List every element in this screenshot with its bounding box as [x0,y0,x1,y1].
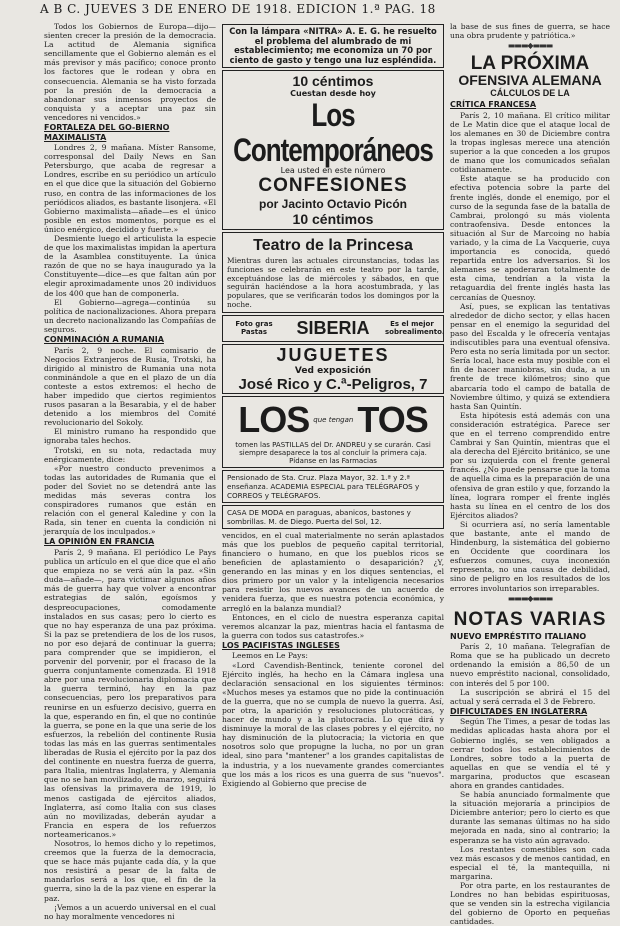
juguetes-shop: José Rico y C.ª-Peligros, 7 [238,375,428,393]
paragraph: Se había anunciado formalmente que la situación mejoraría a principios de Diciembre anterior; pero lo cierto es que durante las semanas últimas no ha sido mejorada en nada, sino al contrario; la esperanza se ha visto aún agravado. [450,790,610,845]
los-word: LOS [238,398,310,440]
paragraph: Si ocurriera así, no sería lamentable que bastante, ante el mando de Hindenburg, la sistemática del gobierno en Occidente que coordinara los esfuerzos comunes, cuya inconexión representa, no una causa de debilidad, sino de peligro en los resultados de los errores involuntarios son irreparables. [450,519,610,593]
divider-ornament: ▬▬▬◆▬▬▬ [507,41,553,51]
headline-ofensiva: OFENSIVA ALEMANA [458,72,602,89]
headline-calculos: CÁLCULOS DE LA [490,88,570,99]
advert-subline: Cuestan desde hoy [290,89,376,98]
advert-pastillas-andreu [222,396,444,468]
paragraph: Entonces, en el ciclo de nuestra esperanza capital veremos alcanzar la paz, mientras hacia el fantasma de la guerra con todos sus catastrofes.» [222,612,444,640]
column-middle [222,22,444,852]
paragraph: Trotski, en su nota, redactada muy enérgicamente, dice: [44,445,216,464]
advert-price: 10 céntimos [292,73,374,89]
advert-contemporaneos [222,70,444,230]
los-middle: que tengan [313,415,354,424]
paragraph: Los restantes comestibles son cada vez más escasos y de menos cantidad, en especial el té, la mantequilla, ni margarina. [450,844,610,881]
paragraph: Esta hipótesis está además con una consideración estratégica. Parece ser que en el terreno comprendido entre Cambrai y San Quintín, mientras que el ala derecha del Ejército británico, se une por su izquierda con el frente general francés. ¿No puede pensarse que la toma de aquella cima es la preparación de una ofensiva de gran estilo y que, forzando la línea, lograra romper el frente inglés hasta su línea en el centro de los dos Ejércitos aliados? [450,410,610,520]
theatre-title: Teatro de la Princesa [253,237,413,254]
paragraph: «Por nuestro conducto prevenimos a todas las autoridades de Rumania que el poder del Soviet no se detendrá ante las medidas más severas contra los conspiradores rumanos que están en relación con el general Kaledine y con la Rada, sin tener en cuenta la condición ni jerarquía de los inculpados.» [44,463,216,537]
paragraph: Londres 2, 9 mañana. Míster Ransome, corresponsal del Daily News en San Petersburgo, que acaba de regresar a Londres, escribe en su periódico un artículo en el que dice que la situación del Gobierno ruso, en contra de las informaciones de los periódicos aliados, es bastante lisonjera. «El Gobierno maximalista—añade—es el único posible en estos momentos, porque es el único enérgico, decidido y fuerte.» [44,143,216,234]
advert-title: Los Contemporáneos [233,95,433,169]
section-heading-dificultades: DIFICULTADES EN INGLATERRA [450,706,588,716]
advert-nitra-lamp: Con la lámpara «NITRA» A. E. G. he resuelto el problema del alumbrado de mi establecimiento; me economiza un 70 por ciento de gasto y tengo una luz espléndida. [222,24,444,68]
paragraph: la base de sus fines de guerra, se hace una obra prudente y patriótica.» [450,22,610,41]
paragraph: Nosotros, lo hemos dicho y lo repetimos, creemos que la fuerza de la democracia, que se hace más pujante cada día, y la que nos resistirá a pesar de la falta de mandarlos será a los que, el fin de la guerra, sino la de la paz viene en esperar la paz. [44,838,216,903]
divider-ornament: ▬▬▬◆▬▬▬ [507,593,553,603]
paragraph: La suscripción se abrirá el 15 del actual y será cerrada el 3 de Febrero. [450,687,610,706]
siberia-brand: SIBERIA [296,317,370,338]
headline-notas-varias: NOTAS VARIAS [453,608,607,630]
juguetes-title: JUGUETES [276,344,390,365]
paragraph: El Gobierno—agrega—continúa su política de nacionalizaciones. Ahora prepara un decreto nacionalizando las Compañías de seguros. [44,297,216,334]
paragraph: «Lord Cavendish-Bentinck, teniente coronel del Ejército inglés, ha hecho en la Cámara inglesa una declaración sensacional en los siguientes términos: «Muchos meses ya estamos que no pide la continuación de la guerra, que no se cumpla de nuevo la guerra. Así, por otra, la aparición y resoluciones plutocráticas, y hacer de mundo y a la plutocracia. Lo que dirá y disminuye la moral de las clases pobres y el ejército, no hay disminución de la plutocracia; la victoria en que nosotros solo que propugne la lucha, no por un gran ideal, sino para "mantener" a los grandes capitalistas de la industria, y a los nuevamente grandes comerciantes que los más a los ricos es una guerra de sus "nuevos". Exigiendo al Gobierno que precise de [222,660,444,788]
advert-author: por Jacinto Octavio Picón [258,197,408,211]
advert-price-bottom: 10 céntimos [292,211,374,227]
advert-teatro-princesa [222,232,444,313]
pastillas-body: tomen las PASTILLAS del Dr. ANDREU y se curarán. Casi siempre desaparece la tos al concluir la primera caja. Pídanse en las Farmacias [235,440,431,465]
section-heading-emprestito: NUEVO EMPRÉSTITO ITALIANO [450,631,587,641]
paragraph: Según The Times, a pesar de todas las medidas aplicadas hasta ahora por el Gobierno inglés, se ven obligados a cerrar todos los establecimientos de Londres, sobre todo a la puerta de aquellas en que se vendía el té y margarina, productos que escasean ahora en grandes cantidades. [450,717,610,790]
section-heading-fortaleza: FORTALEZA DEL GO-BIERNO MAXIMALISTA [44,123,170,142]
paragraph: Leemos en Le Pays: [232,651,308,661]
paragraph: Así, pues, se explican las tentativas alrededor de dicho sector, y ellas hacen pensar en el enemigo la seguridad del paso del Escalda y le ofrecería ventajas indiscutibles para una eventual ofensiva. Pero esta no sería limitada por un sector. Sería local, hace esta muy posible con el fin de hacer maniobras, sin duda, a un frente de trece kilómetros; sino que abarcaría todo el campo de batalla de Noviembre último, y quizá se extendiera hasta San Quintín. [450,301,610,411]
section-heading-critica: CRÍTICA FRANCESA [450,100,537,110]
paragraph: ¡Vemos a un acuerdo universal en el cual no hay moralmente vencedores ni [44,902,216,921]
siberia-right: Es el mejor sobrealimento. [384,320,445,337]
paragraph: París 2, 10 mañana. El crítico militar de Le Matin dice que el ataque local de los alemanes en 30 de Diciembre contra la tropas inglesas merece una atención superior a la que conceden a los grupos de mano que los comunicados señalan cotidianamente. [450,110,610,175]
page-masthead: A B C. JUEVES 3 DE ENERO DE 1918. EDICION 1.ª PAG. 18 [40,2,436,16]
section-heading-conminacion: CONMINACIÓN A RUMANIA [44,335,164,344]
paragraph: El ministro rumano ha respondido que ignoraba tales hechos. [44,427,216,446]
tos-word: TOS [357,398,428,440]
paragraph: París 2, 9 noche. El comisario de Negocios Extranjeros de Rusia, Trotski, ha dirigido al ministro de Rumania una nota conminándole a que en el plazo de un día conteste a estos extremos: el hecho de haber impedido que ciertos regimientos rusos pasaran a la Besarabia, y el de haber detenido a los miembros del Comité revolucionario del Sokoly. [44,345,216,428]
paragraph: vencidos, en el cual materialmente no serán aplastados más que los pueblos de pequeño capital territorial, financiero o humano, en que los pueblos ricos se beneficien de aplastamiento o desaparición? ¿Y, generando en las minas y en los diques sentencias, el dios primero por un valor y la inteligencia necesarios para resistir los nuevos avances de un acuerdo de venidera fuerza, que es nuestra potencia económica, y arregló en la balanza mundial? [222,530,444,613]
section-heading-pacifistas: LOS PACIFISTAS INGLESES [222,640,340,650]
advert-siberia [222,315,444,342]
siberia-left: Foto gras Pastas [235,320,273,337]
intro-paragraph: Todos los Gobiernos de Europa—dijo—sienten crecer la presión de la democracia. La actitud de Alemania significa sencillamente que el Gobierno alemán es el más previsor y más pacífico; conoce pronto los factores que le rodean y obra en consecuencia. Alemania se ha visto forzada por la presión de la democracia a abandonar sus inmensos proyectos de conquista y a aceptar una paz sin vencedores ni vencidos.» [44,22,216,122]
paragraph: París 2, 9 mañana. El periódico Le Pays publica un artículo en el que dice que el año que empieza no se verá aún la paz. «Sin duda—añade—, para victimar algunos años más de guerra hay que volver a encontrar estrategias de salón, egoísmos y despreocupaciones, comodamente instalados en sus casas; pero lo cierto es que no hay esperanza de una paz próxima. Si la paz se pretendiera de los de los rusos, no por eso dejará de continuar la guerra; para comprender que se impidieron, el porvenir del porvenir, por el fracaso de la guerra conjuntamente comenzada. El 1918 abre por una revolucionaria diplomacia que la guerra terminó, hay en la paz consecuencias, pero los preparativos para reunirse en un esfuerzo decisivo, guerra en la que, esperando en fin, el que no continúe la guerra, se pone en la que una serie de los esfuerzos, la rebelión del continente Rusia todas las más en las guerras sentimentales liberadas de Rusia el ejército por la paz dos del continente en nuestra fuerza de guerra, para Italia, mientras Inglaterra, y Alemania que no se han movilizado, de marzo, seguirá las ofensivas la primavera de 1919, lo menos castigada de ejércitos aliados, Inglaterra, así como Italia con sus clases aún no movilizadas, deberán ayudar a Francia en espera de los refuerzos norteamericanos.» [44,547,216,839]
column-left [44,22,216,921]
theatre-body: Mientras duren las actuales circunstancias, todas las funciones se celebrarán en este teatro por la tarde, exceptuándose las de miércoles y sábados, en que seguirán haciéndose a la hora acostumbrada, y las populares, que se verificarán todos los domingos por la noche. [227,256,439,309]
paragraph: Este ataque se ha producido con efectiva potencia sobre la parte del frente inglés, donde el enemigo, por el curso de la segunda fase de la batalla de Cambrai, prolongó su más violenta contraofensiva. Desde entonces la situación al Sur de Marcoing no había variado, y la cima de La Vacquerie, cuya importancia es conocida, quedó repartida entre los adversarios. Si los alemanes se apoderaran totalmente de esta cima, tendrían a la vista la retaguardia del frente inglés hasta las cercanías de Quesnoy. [450,174,610,302]
advert-lead: Lea usted en este número [280,166,386,175]
section-heading-opinion: LA OPINIÓN EN FRANCIA [44,537,155,547]
advert-pensionado: Pensionado de Sta. Cruz. Plaza Mayor, 32. 1.ª y 2.ª enseñanza. ACADEMIA ESPECIAL para TELÉGRAFOS y CORREOS y TELÉGRAFOS. [222,470,444,503]
advert-juguetes [222,344,444,394]
paragraph: Por otra parte, en los restaurantes de Londres no han bebidas espirituosas, que se venden sin la estrecha vigilancia del gobierno de Oporto en pequeñas cantidades. [450,881,610,926]
paragraph: París 2, 10 mañana. Telegrafían de Roma que se ha publicado un decreto ordenando la emisión a 86,50 de un nuevo empréstito nacional, consolidado, con interés del 5 por 100. [450,642,610,688]
advert-confesiones: CONFESIONES [258,175,408,196]
juguetes-sub: Ved exposición [294,365,372,376]
headline-proxima: LA PRÓXIMA [470,53,590,75]
paragraph: Desmiente luego el articulista la especie de que los maximalistas impidan la apertura de la Asamblea constituyente. La única razón de que no se haya inaugurado ya la Constituyente—dice—es que faltan aún por elegir aproximadamente unos 20 individuos de los 400 que han de componerla. [44,233,216,298]
column-right [450,22,610,926]
advert-casa-moda: CASA DE MODA en paraguas, abanicos, bastones y sombrillas. M. de Diego. Puerta del Sol, 12. [222,505,444,529]
